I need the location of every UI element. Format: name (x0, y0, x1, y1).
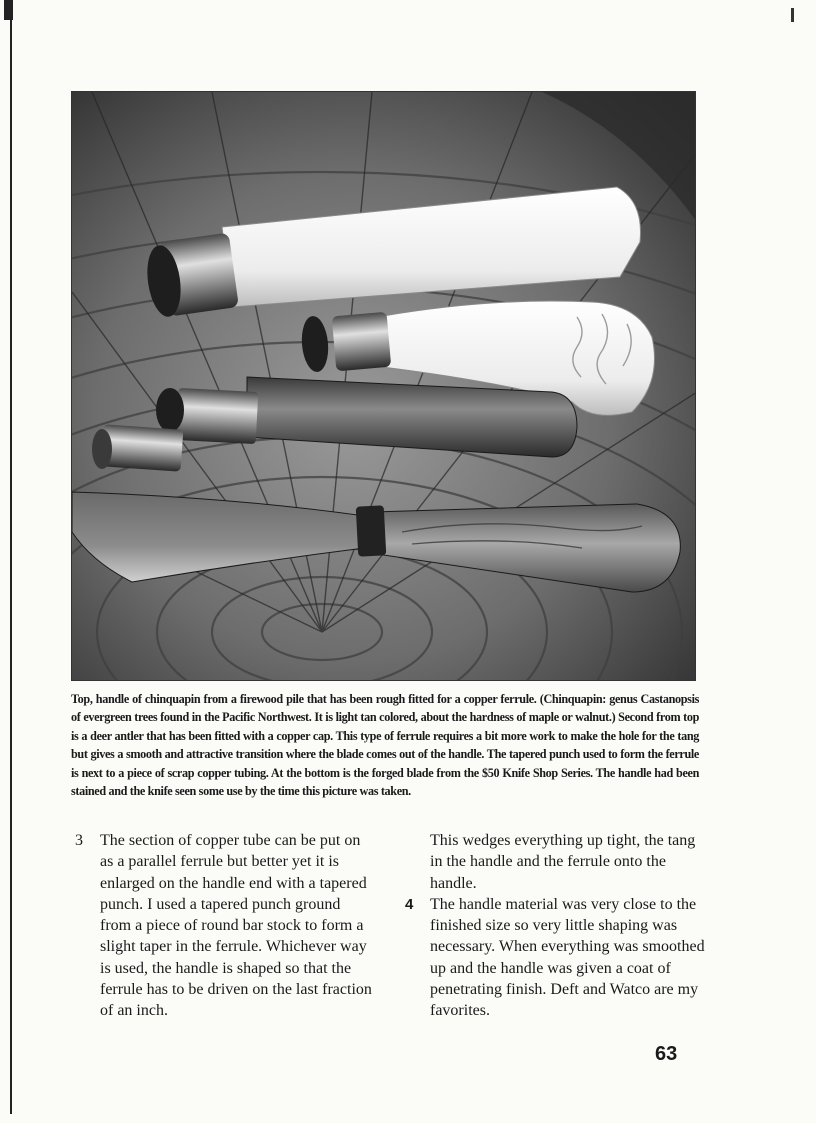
step-4 (405, 894, 705, 1022)
step-3-continuation: This wedges everything up tight, the tang in the handle and the ferrule onto the handle. (430, 832, 696, 892)
step-number: 4 (405, 895, 414, 913)
step-3 (75, 830, 375, 1022)
corner-mark (791, 8, 794, 22)
step-text: The section of copper tube can be put on as a parallel ferrule but better yet it is enlarged on the handle end with a tapered punch. I used a tapered punch ground from a piece of round bar stock to form a slight taper in the ferrule. Whichever way is used, the handle is shaped so that the ferrule has to be driven on the last fraction of an inch. (100, 832, 372, 1020)
photo-caption: Top, handle of chinquapin from a firewood pile that has been rough fitted for a copper ferrule. (Chinquapin: genus Castanopsis of evergreen trees found in the Pacific Northwest. It is light tan colored, about the hardness of maple or walnut.) Second from top is a deer antler that has been fitted with a copper cap. This type of ferrule requires a bit more work to make the hole for the tang but gives a smooth and attractive transition where the blade comes out of the handle. The tapered punch used to form the ferrule is next to a piece of scrap copper tubing. At the bottom is the forged blade from the $50 Knife Shop Series. The handle had been stained and the knife seen some use by the time this picture was taken. (71, 692, 699, 799)
text-column-right (405, 830, 705, 1022)
step-number: 3 (75, 832, 83, 849)
text-column-left (75, 830, 375, 1022)
knife-handles-photo (71, 91, 696, 681)
step-text: The handle material was very close to the finished size so very little shaping was necessary. When everything was smoothed up and the handle was given a coat of penetrating finish. Deft and Watco are my favorites. (430, 895, 705, 1020)
binding-rule (10, 4, 12, 1114)
page-number: 63 (655, 1043, 678, 1065)
